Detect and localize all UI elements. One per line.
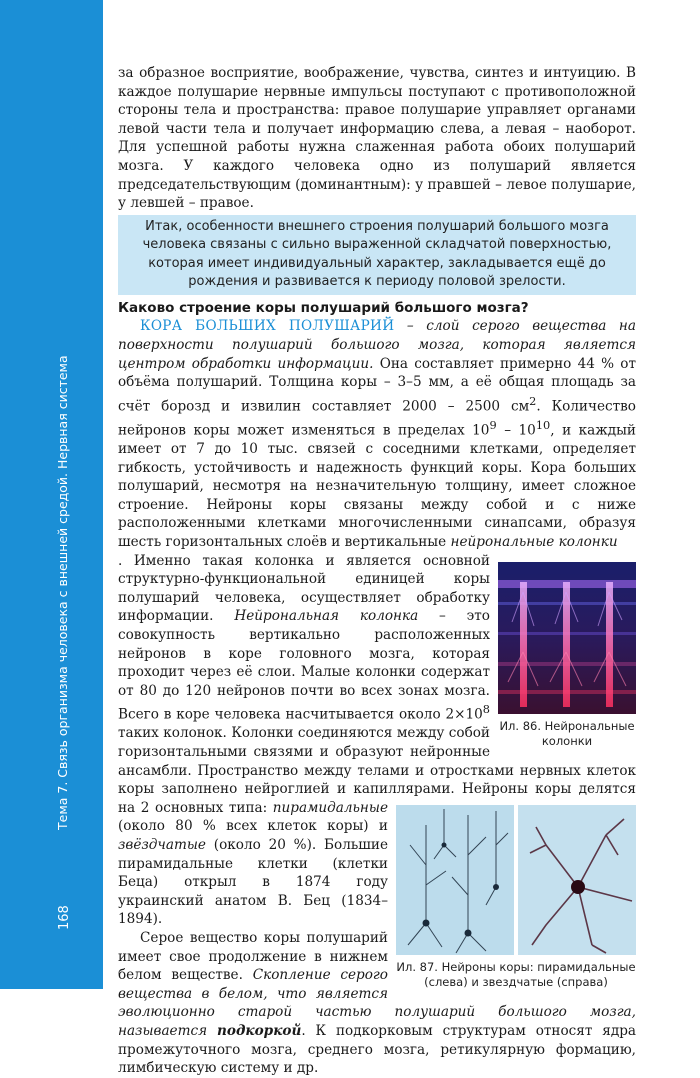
- figure-87-caption: Ил. 87. Нейроны коры: пирамидальные (слева) и звездчатые (справа): [396, 959, 636, 989]
- cortex-neurons-image: [396, 805, 636, 955]
- cortex-paragraph: КОРА БОЛЬШИХ ПОЛУШАРИЙ – слой серого вещества на поверхности полушарий большого мозга, которая является центром обработки информации. Она составляет примерно 44 % от объёма полушарий. Толщина коры – 3–5 мм, а её общая площадь за счёт борозд и извилин составляет 2000 – 2500 $см^2$. Количество нейронов коры может изменяться в пределах $10^9 - 10^{10}$, и каждый имеет от 7 до 10 тыс. связей с соседними клетками, определяет гибкость, устойчивость и надежность функций коры. Кора больших полушарий, несмотря на незначительную толщину, имеет сложное строение. Нейроны коры связаны между собой и с ниже расположенными клетками многочисленными синапсами, образуя шесть горизонтальных слоёв и вертикальные нейрональные колонки: [118, 318, 636, 550]
- summary-box: Итак, особенности внешнего строения полушарий большого мозга человека связаны с сильно выраженной складчатой поверхностью, которая имеет индивидуальный характер, закладывается ещё до рождения и развивается к периоду половой зрелости.: [118, 215, 636, 295]
- intro-paragraph: за образное восприятие, воображение, чувства, синтез и интуицию. В каждое полушарие нервные импульсы поступают с противоположной стороны тела и пространства: правое полушарие управляет органами левой части тела и получает информацию слева, а левая – наоборот. Для успешной работы нужна слаженная работа обоих полушарий мозга. У каждого человека одно из полушарий является председательствующим (доминантным): у правшей – левое полушарие, у левшей – правое.: [118, 65, 636, 212]
- neuronal-columns-image: [498, 562, 636, 714]
- subcortex-paragraph: Серое вещество коры полушарий имеет свое продолжение в нижнем белом веществе. Скопление серого вещества в белом, что является эволюционно старой частью полушарий большого мозга, называется подкоркой. К подкорковым структурам относят ядра промежуточного мозга, среднего мозга, ретикулярную формацию, лимбическую систему и др.: [118, 929, 637, 1077]
- term-subcortex: подкоркой: [217, 1022, 302, 1039]
- topic-label: Тема 7. Связь организма человека с внешней средой. Нервная система: [55, 355, 70, 830]
- figure-86-caption: Ил. 86. Нейрональные колонки: [499, 718, 635, 748]
- figure-87: [396, 805, 636, 990]
- term-cortex: КОРА БОЛЬШИХ ПОЛУШАРИЙ: [140, 318, 395, 335]
- page-number: 168: [57, 905, 72, 930]
- page-content: за образное восприятие, воображение, чувства, синтез и интуицию. В каждое полушарие нервные импульсы поступают с противоположной стороны тела и пространства: правое полушарие управляет органами левой части тела и получает информацию слева, а левая – наоборот. Для успешной работы нужна слаженная работа обоих полушарий мозга. У каждого человека одно из полушарий является председательствующим (доминантным): у правшей – левое полушарие, у левшей – правое. Итак, особенности внешнего строения полушарий большого мозга человека связаны с сильно выраженной складчатой поверхностью, которая имеет индивидуальный характер, закладывается ещё до рождения и развивается к периоду половой зрелости. Каково строение коры полушарий большого мозга? КОРА БОЛЬШИХ ПОЛУШАРИЙ – слой серого вещества на поверхности полушарий большого мозга, которая является центром обработки информации. Она составляет примерно 44 % от объёма полушарий. Толщина коры – 3–5 мм, а её общая площадь за счёт борозд и извилин составляет 2000 – 2500 $см^2$. Количество нейронов коры может изменяться в пределах $10^9 - 10^{10}$, и каждый имеет от 7 до 10 тыс. связей с соседними клетками, определяет гибкость, устойчивость и надежность функций коры. Кора больших полушарий, несмотря на незначительную толщину, имеет сложное строение. Нейроны коры связаны между собой и с ниже расположенными клетками многочисленными синапсами, образуя шесть горизонтальных слоёв и вертикальные нейрональные колонки Ил. 86. Нейрональные колонки . Именно такая колонка и является основной структурно-функциональной единицей коры полушарий человека, осуществляет обработку информации. Нейрональная колонка – это совокупность вертикально расположенных нейронов в коре головного мозга, которая проходит через её слои. Малые колонки содержат от 80 до 120 нейронов почти во всех зонах мозга. Всего в коре человека насчитывается около $2\times 10^8$ таких колонок. Колонки соединяются между собой горизонтальными связями и образуют нейронные ансамбли. Пространство между телами и отростками нервных клеток коры заполнено нейроглией и капиллярами. Нейроны коры делятся на 2 основных типа: Ил. 87. Нейроны коры: пирамидальные (слева) и звездчатые (справа) пирамидальные (около 80 % всех клеток коры) и звёздчатые (около 20 %). Большие пирамидальные клетки (клетки Беца) открыл в 1874 году украинский анатом В. Бец (1834–1894). Серое вещество коры полушарий имеет свое продолжение в нижнем белом веществе. Скопление серого вещества в белом, что является эволюционно старой частью полушарий большого мозга, называется подкоркой. К подкорковым структурам относят ядра промежуточного мозга, среднего мозга, ретикулярную формацию, лимбическую систему и др.: [118, 65, 637, 1077]
- cortex-definition: – слой серого вещества на поверхности полушарий большого мозга, которая является центром обработки информации.: [118, 318, 636, 372]
- sidebar-stripe: [0, 0, 103, 989]
- figure-86: [498, 562, 636, 749]
- section-heading: Каково строение коры полушарий большого мозга?: [118, 299, 529, 316]
